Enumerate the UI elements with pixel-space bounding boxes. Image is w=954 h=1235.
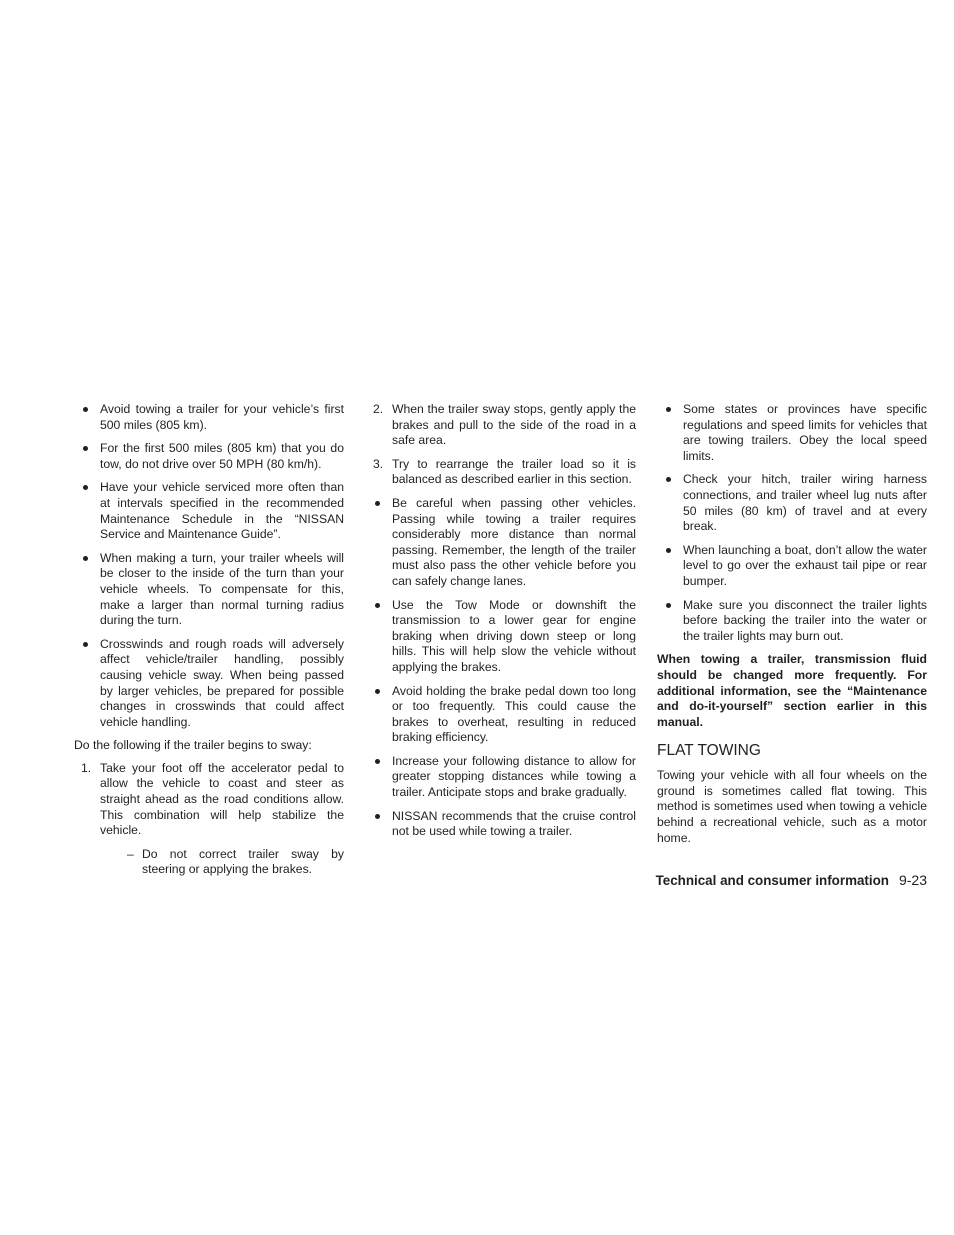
list-item: Avoid holding the brake pedal down too long or too frequently. This could cause the brakes to overheat, resulting in reduced braking efficiency. — [366, 684, 636, 746]
sway-intro-paragraph: Do the following if the trailer begins to sway: — [74, 738, 312, 753]
page-number: 9-23 — [898, 872, 927, 888]
list-item: Be careful when passing other vehicles. Passing while towing a trailer requires considerably more distance than normal passing. Remember, the length of the trailer must also pass the other vehicle before you can safely change lanes. — [366, 496, 636, 590]
column-right — [657, 402, 927, 853]
list-item: Crosswinds and rough roads will adversely affect vehicle/trailer handling, possibly causing vehicle sway. When being passed by larger vehicles, be prepared for possible changes in crosswinds that could affect vehicle handling. — [74, 637, 344, 731]
list-item: Check your hitch, trailer wiring harness connections, and trailer wheel lug nuts after 50 miles (80 km) of travel and at every break. — [657, 472, 927, 534]
list-item: For the first 500 miles (805 km) that you do tow, do not drive over 50 MPH (80 km/h). — [74, 441, 344, 472]
list-item: Make sure you disconnect the trailer lights before backing the trailer into the water or the trailer lights may burn out. — [657, 598, 927, 645]
bullet-list-driving-tips — [366, 496, 636, 840]
sway-steps-list — [74, 761, 344, 878]
list-item: When launching a boat, don’t allow the water level to go over the exhaust tail pipe or rear bumper. — [657, 543, 927, 590]
sway-steps-list-continued — [366, 402, 636, 488]
step-number: 2. — [373, 402, 384, 416]
sub-item-text: Do not correct trailer sway by steering or applying the brakes. — [142, 846, 344, 877]
list-item: Some states or provinces have specific regulations and speed limits for vehicles that are towing trailers. Obey the local speed limits. — [657, 402, 927, 464]
page-footer — [656, 872, 927, 889]
list-item: Have your vehicle serviced more often than at intervals specified in the recommended Maintenance Schedule in the “NISSAN Service and Maintenance Guide”. — [74, 480, 344, 542]
footer-section-title: Technical and consumer information — [655, 873, 889, 888]
step-text: When the trailer sway stops, gently apply the brakes and pull to the side of the road in a safe area. — [392, 402, 636, 448]
list-item: Increase your following distance to allow for greater stopping distances while towing a trailer. Anticipate stops and brake gradually. — [366, 754, 636, 801]
dash-marker: – — [127, 846, 134, 861]
list-item — [74, 761, 344, 878]
section-heading-flat-towing: FLAT TOWING — [657, 742, 761, 760]
list-item: When making a turn, your trailer wheels will be closer to the inside of the turn than your vehicle wheels. To compensate for this, make a larger than normal turning radius during the turn. — [74, 551, 344, 629]
transmission-fluid-note: When towing a trailer, transmission fluid should be changed more frequently. For additional information, see the “Maintenance and do-it-yourself” section earlier in this manual. — [657, 652, 927, 729]
list-item — [366, 402, 636, 449]
list-item: Avoid towing a trailer for your vehicle’s first 500 miles (805 km). — [74, 402, 344, 433]
bullet-list-towing-tips — [74, 402, 344, 730]
step-text: Try to rearrange the trailer load so it is balanced as described earlier in this section. — [392, 456, 636, 487]
step-number: 3. — [373, 456, 384, 471]
list-item: NISSAN recommends that the cruise control not be used while towing a trailer. — [366, 809, 636, 840]
bullet-list-regulations — [657, 402, 927, 644]
step-text: Take your foot off the accelerator pedal to allow the vehicle to coast and steer as straight ahead as the road conditions allow. This combination will help stabilize the vehicle. — [100, 760, 344, 838]
sub-item — [100, 847, 344, 878]
step-number: 1. — [81, 760, 92, 775]
list-item — [366, 457, 636, 488]
list-item: Use the Tow Mode or downshift the transmission to a lower gear for engine braking when driving down steep or long hills. This will help slow the vehicle without applying the brakes. — [366, 598, 636, 676]
column-left — [74, 402, 344, 886]
flat-towing-paragraph: Towing your vehicle with all four wheels on the ground is sometimes called flat towing. This method is sometimes used when towing a vehicle behind a recreational vehicle, such as a motor home. — [657, 768, 927, 845]
column-middle — [366, 402, 636, 848]
